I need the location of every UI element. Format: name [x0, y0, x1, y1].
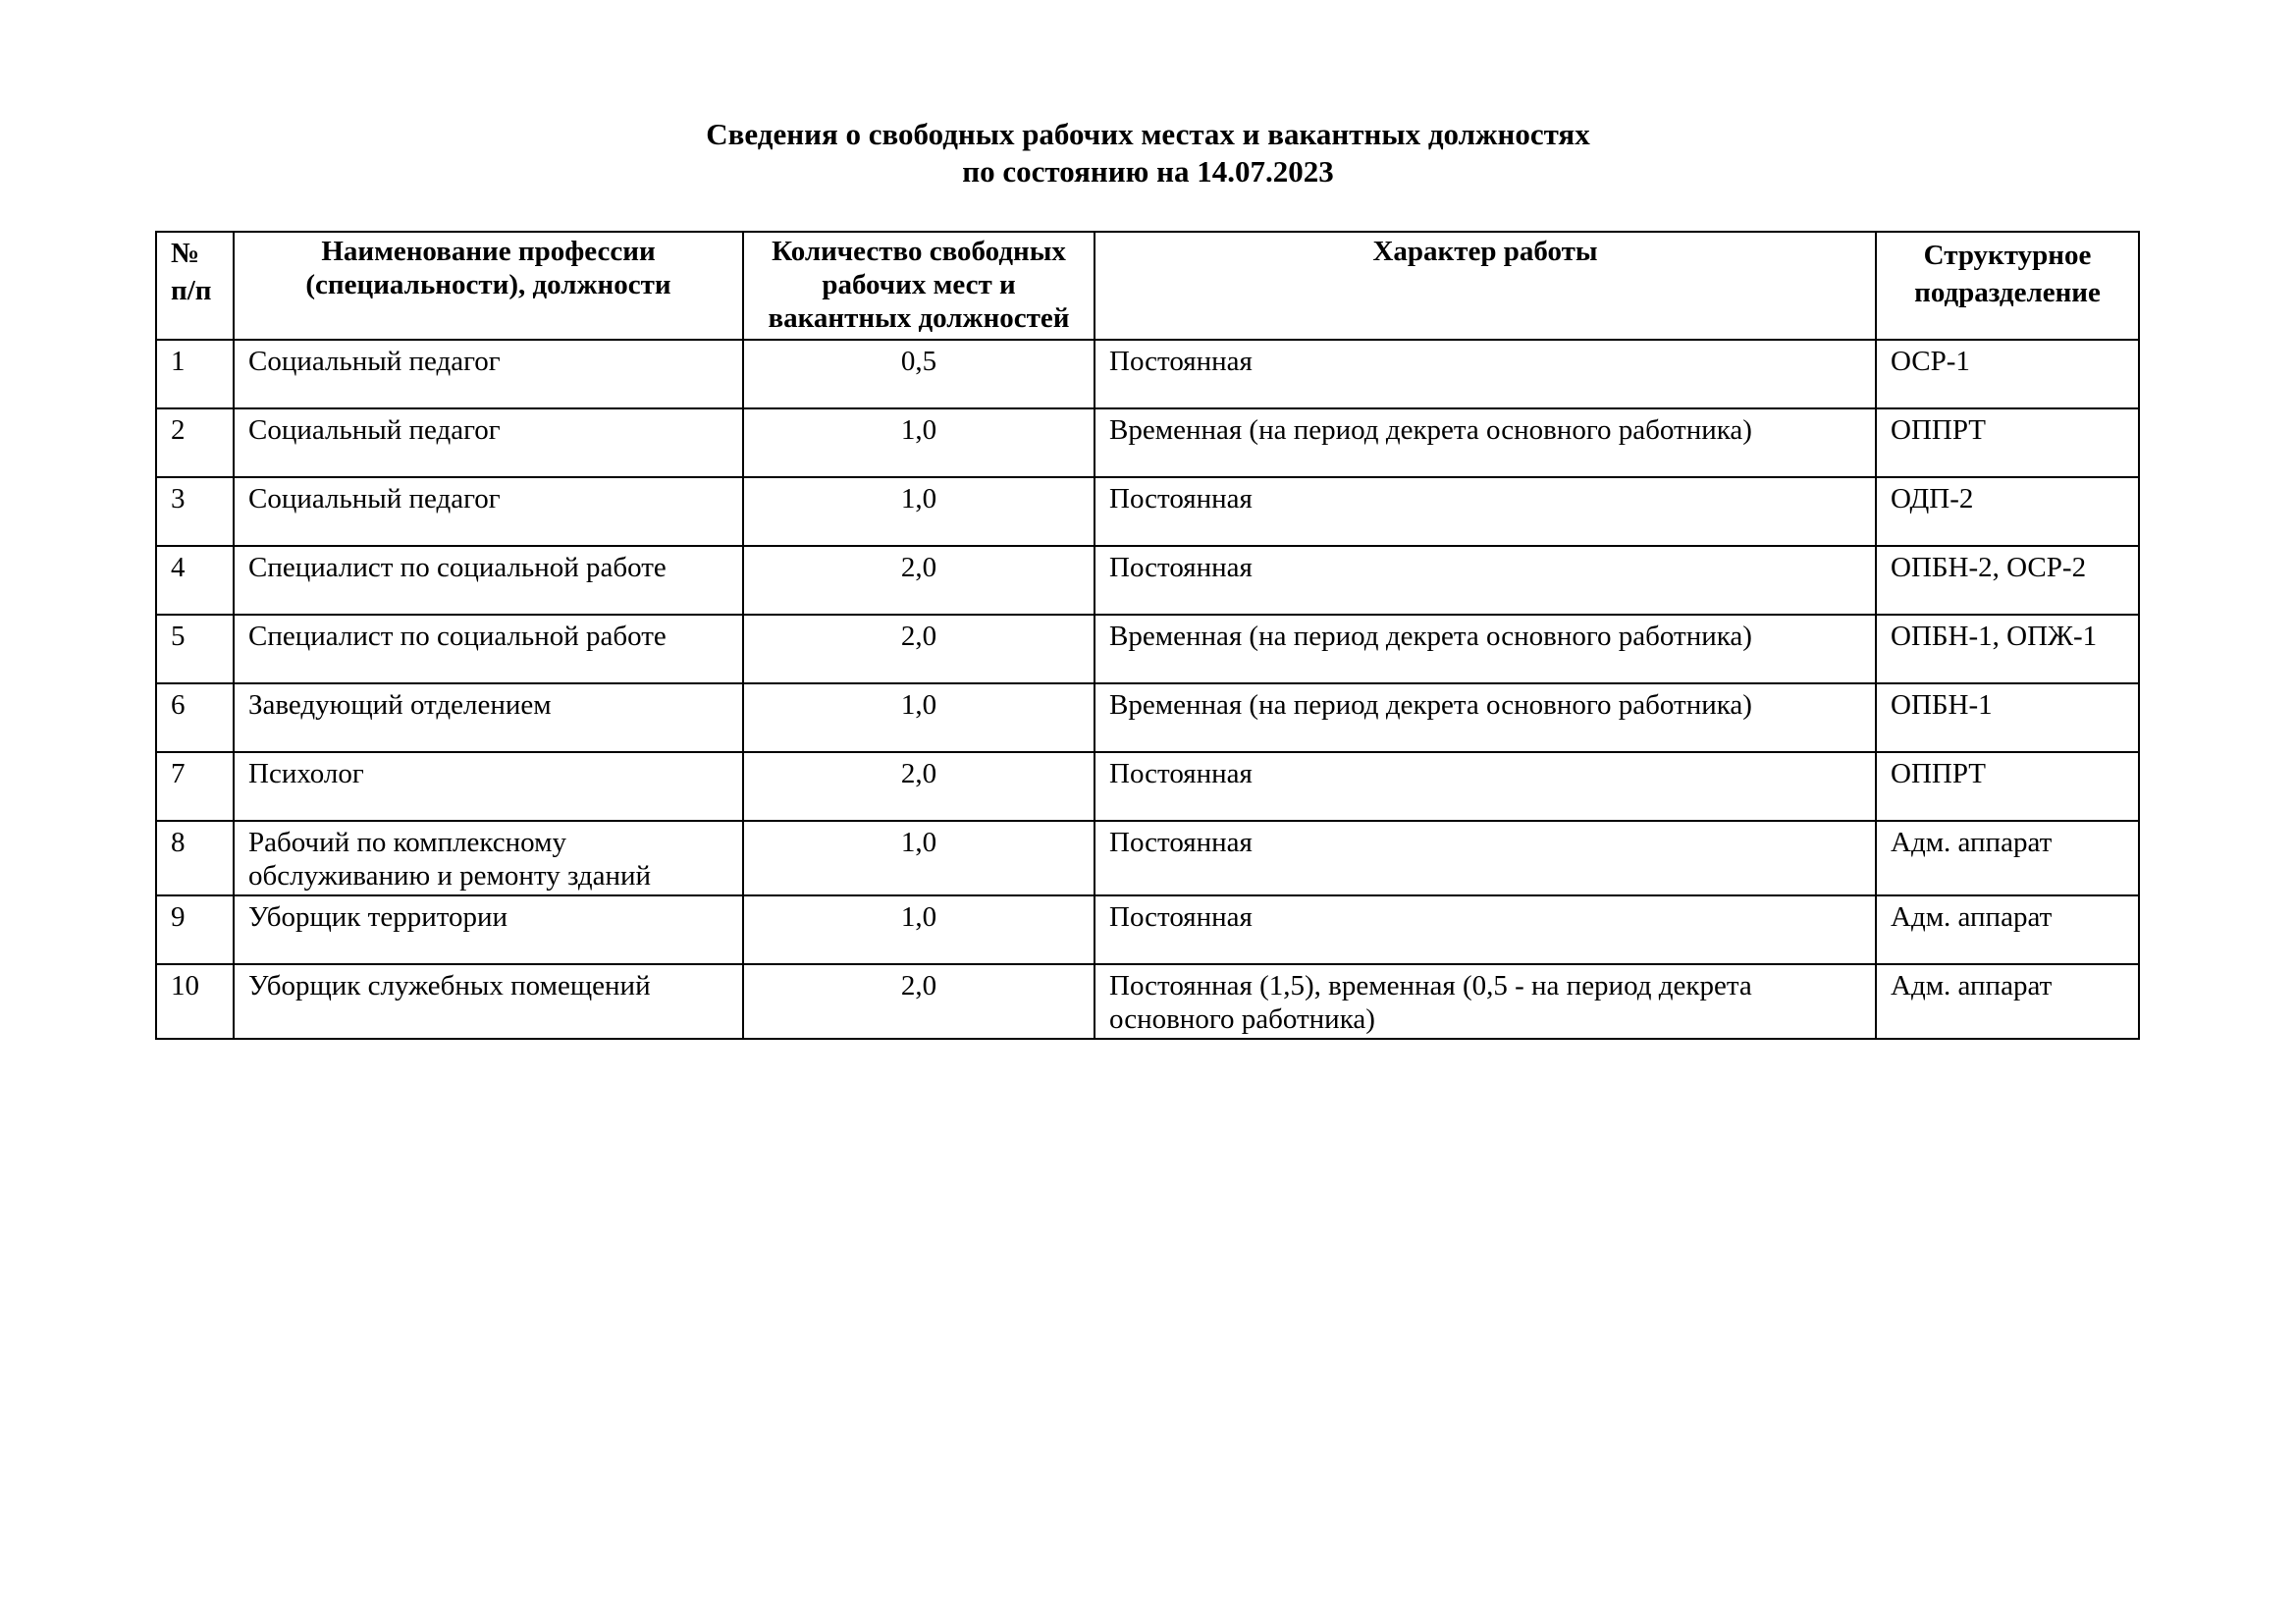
header-name: Наименование профессии (специальности), должности: [234, 232, 743, 340]
cell-nature: Постоянная: [1095, 546, 1876, 615]
cell-name: Социальный педагог: [234, 408, 743, 477]
cell-qty: 1,0: [743, 821, 1095, 895]
cell-num: 5: [156, 615, 234, 683]
cell-qty: 2,0: [743, 615, 1095, 683]
header-unit: [1876, 232, 2139, 340]
cell-num: 10: [156, 964, 234, 1039]
table-row: [156, 546, 2139, 615]
table-row: [156, 964, 2139, 1039]
title-line-2: по состоянию на 14.07.2023: [962, 154, 1334, 189]
table-row: [156, 821, 2139, 895]
header-unit-line-1: Структурное: [1923, 240, 2092, 271]
cell-unit: ОСР-1: [1876, 340, 2139, 408]
table-row: [156, 752, 2139, 821]
cell-unit: ОПБН-1, ОПЖ-1: [1876, 615, 2139, 683]
table-row: [156, 408, 2139, 477]
header-num: [156, 232, 234, 340]
cell-qty: 2,0: [743, 752, 1095, 821]
table-header-row: [156, 232, 2139, 340]
cell-unit: ОППРТ: [1876, 752, 2139, 821]
header-nature: Характер работы: [1095, 232, 1876, 340]
header-unit-line-2: подразделение: [1914, 277, 2101, 308]
cell-unit: Адм. аппарат: [1876, 895, 2139, 964]
cell-name: Социальный педагог: [234, 340, 743, 408]
cell-qty: 1,0: [743, 477, 1095, 546]
table-row: [156, 895, 2139, 964]
cell-num: 6: [156, 683, 234, 752]
cell-nature: Временная (на период декрета основного работника): [1095, 683, 1876, 752]
cell-name: Социальный педагог: [234, 477, 743, 546]
header-num-line-2: п/п: [171, 275, 212, 306]
cell-name: Уборщик территории: [234, 895, 743, 964]
cell-num: 7: [156, 752, 234, 821]
cell-qty: 0,5: [743, 340, 1095, 408]
cell-num: 9: [156, 895, 234, 964]
vacancies-table: [155, 231, 2140, 1040]
table-row: [156, 615, 2139, 683]
cell-nature: Временная (на период декрета основного работника): [1095, 408, 1876, 477]
cell-qty: 2,0: [743, 546, 1095, 615]
cell-nature: Постоянная: [1095, 477, 1876, 546]
cell-nature: Постоянная: [1095, 821, 1876, 895]
cell-unit: Адм. аппарат: [1876, 821, 2139, 895]
table-row: [156, 340, 2139, 408]
cell-name: Специалист по социальной работе: [234, 546, 743, 615]
cell-nature: Постоянная: [1095, 340, 1876, 408]
cell-num: 4: [156, 546, 234, 615]
cell-unit: ОППРТ: [1876, 408, 2139, 477]
cell-name: Специалист по социальной работе: [234, 615, 743, 683]
cell-unit: ОПБН-2, ОСР-2: [1876, 546, 2139, 615]
cell-unit: Адм. аппарат: [1876, 964, 2139, 1039]
cell-unit: ОПБН-1: [1876, 683, 2139, 752]
cell-num: 1: [156, 340, 234, 408]
cell-num: 8: [156, 821, 234, 895]
cell-nature: Постоянная: [1095, 895, 1876, 964]
cell-name: Уборщик служебных помещений: [234, 964, 743, 1039]
table-row: [156, 477, 2139, 546]
cell-nature: Постоянная (1,5), временная (0,5 - на период декрета основного работника): [1095, 964, 1876, 1039]
cell-name: Рабочий по комплексному обслуживанию и ремонту зданий: [234, 821, 743, 895]
header-qty: Количество свободных рабочих мест и вакантных должностей: [743, 232, 1095, 340]
cell-qty: 1,0: [743, 683, 1095, 752]
cell-qty: 2,0: [743, 964, 1095, 1039]
table-row: [156, 683, 2139, 752]
cell-qty: 1,0: [743, 408, 1095, 477]
document-title: [0, 116, 2296, 190]
cell-qty: 1,0: [743, 895, 1095, 964]
header-num-line-1: №: [171, 238, 200, 269]
title-line-1: Сведения о свободных рабочих местах и вакантных должностях: [706, 117, 1590, 151]
cell-num: 2: [156, 408, 234, 477]
cell-name: Заведующий отделением: [234, 683, 743, 752]
cell-num: 3: [156, 477, 234, 546]
cell-name: Психолог: [234, 752, 743, 821]
cell-nature: Временная (на период декрета основного работника): [1095, 615, 1876, 683]
cell-nature: Постоянная: [1095, 752, 1876, 821]
cell-unit: ОДП-2: [1876, 477, 2139, 546]
